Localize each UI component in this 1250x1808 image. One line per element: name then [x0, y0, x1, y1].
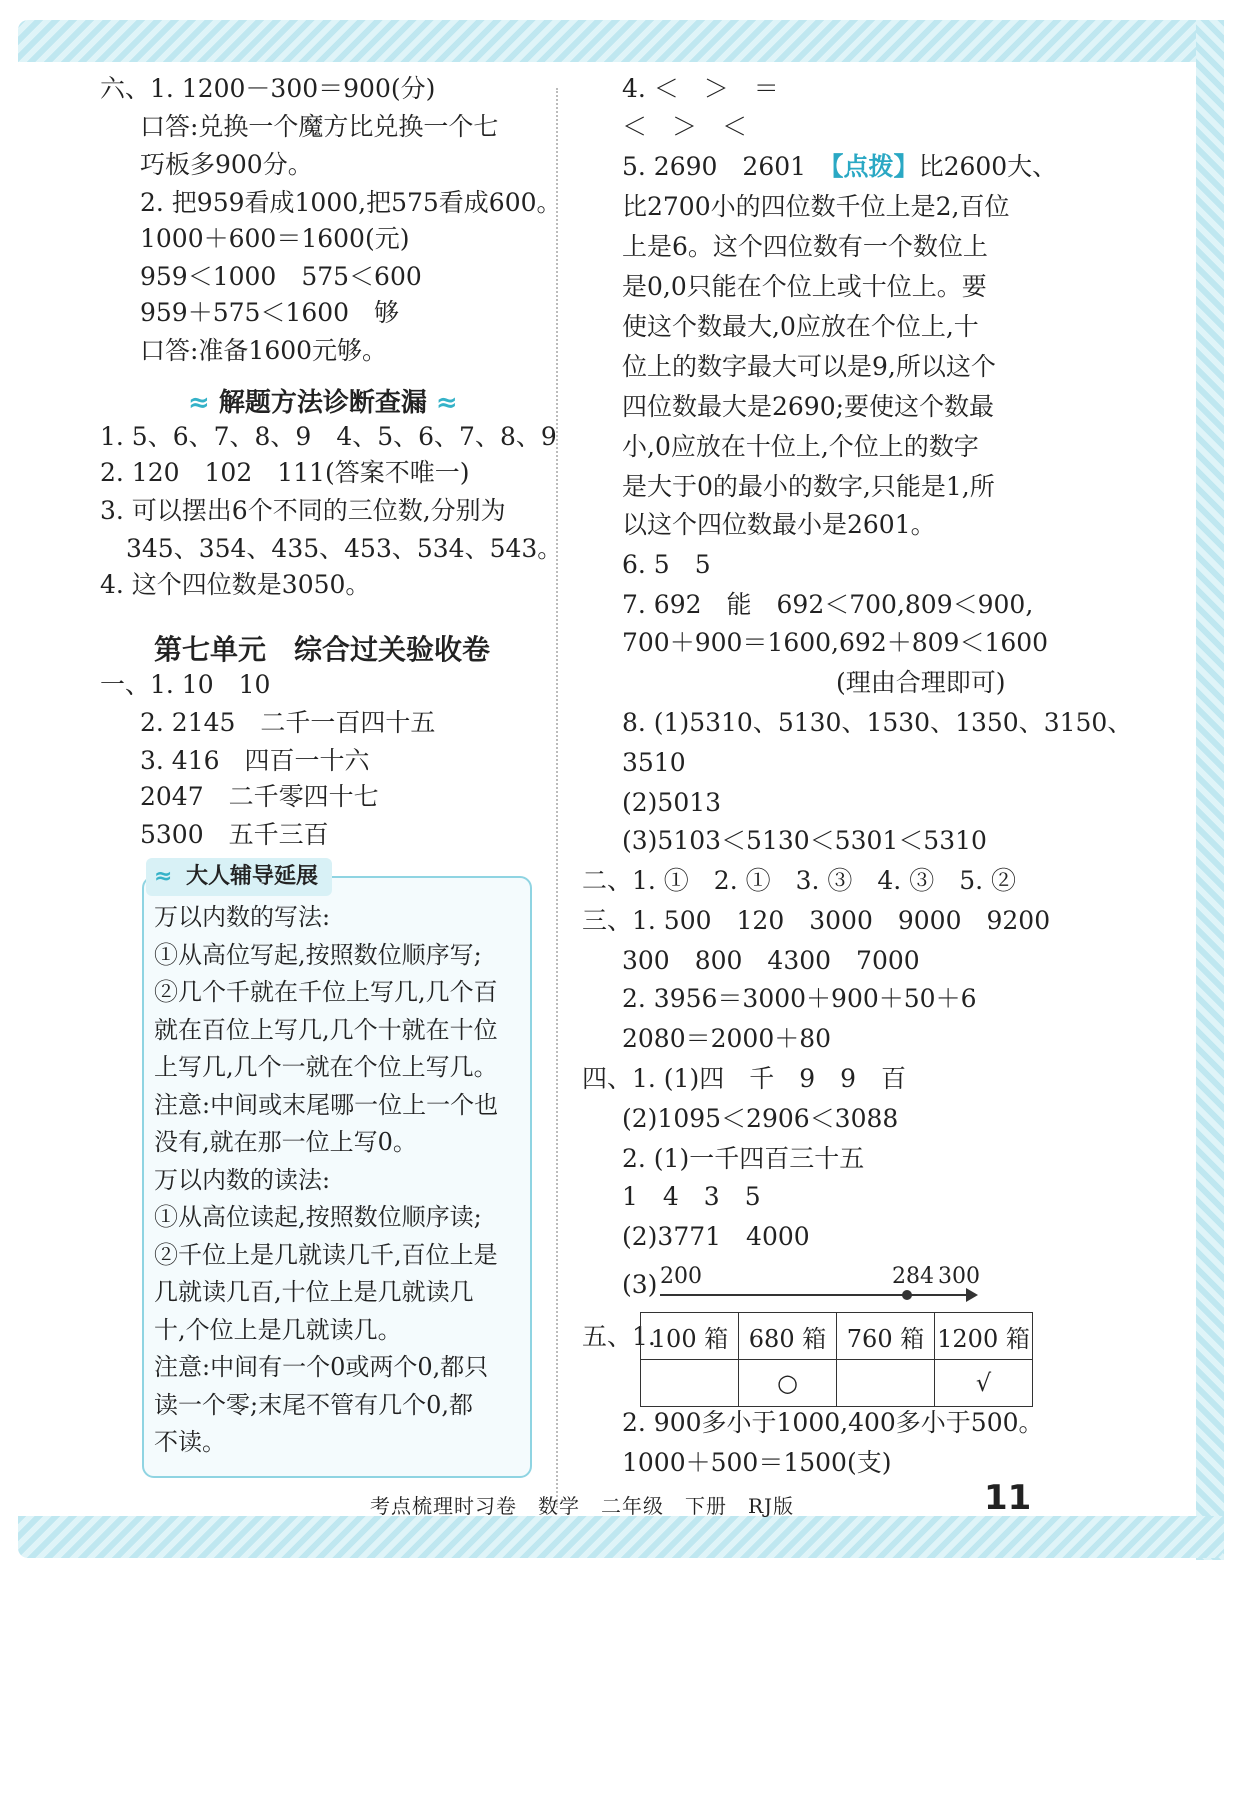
- tip-box-line: ①从高位读起,按照数位顺序读;: [154, 1203, 482, 1231]
- answer-line: 三、1. 500 120 3000 9000 9200: [582, 906, 1051, 935]
- answer-line: 以这个四位数最小是2601。: [622, 510, 936, 539]
- answer-line: 四、1. (1)四 千 9 9 百: [582, 1064, 907, 1093]
- answer-line: 1000＋600＝1600(元): [140, 224, 410, 253]
- column-divider: [556, 88, 558, 1508]
- tip-box-line: 万以内数的读法:: [154, 1165, 331, 1194]
- tip-box-line: 几就读几百,十位上是几就读几: [154, 1278, 474, 1306]
- tip-label: 【点拨】: [831, 152, 919, 181]
- answer-line: (2)1095＜2906＜3088: [622, 1104, 899, 1133]
- tip-box-tag: ≈ 大人辅导延展: [146, 858, 332, 896]
- answer-line: (理由合理即可): [836, 668, 1006, 697]
- answer-line: 一、1. 10 10: [100, 670, 271, 699]
- tip-box-line: 没有,就在那一位上写0。: [154, 1128, 417, 1156]
- answer-line: 300 800 4300 7000: [622, 946, 920, 975]
- answer-line: 上是6。这个四位数有一个数位上: [622, 232, 988, 261]
- answer-line: (3): [622, 1270, 658, 1299]
- tip-box-line: ②几个千就在千位上写几,几个百: [154, 978, 498, 1006]
- answer-line: 使这个数最大,0应放在个位上,十: [622, 312, 979, 341]
- number-line: [660, 1294, 970, 1296]
- answer-line: 是0,0只能在个位上或十位上。要: [622, 272, 987, 301]
- answer-line: 2. 把959看成1000,把575看成600。: [140, 188, 562, 217]
- bottom-border: [18, 1516, 1224, 1558]
- answer-line: 口答:准备1600元够。: [140, 336, 388, 365]
- right-border: [1196, 20, 1224, 1560]
- unit-title: 第七单元 综合过关验收卷: [154, 633, 491, 666]
- answer-line: (3)5103＜5130＜5301＜5310: [622, 826, 987, 855]
- answer-line: 8. (1)5310、5130、1530、1350、3150、: [622, 708, 1133, 737]
- tip-box-line: 注意:中间有一个0或两个0,都只: [154, 1353, 489, 1381]
- tip-box-line: ①从高位写起,按照数位顺序写;: [154, 940, 482, 969]
- answer-line: 四位数最大是2690;要使这个数最: [622, 392, 995, 421]
- table-cell: [837, 1360, 935, 1407]
- answer-line: 1 4 3 5: [622, 1182, 761, 1211]
- answer-line: 口答:兑换一个魔方比兑换一个七: [140, 112, 499, 141]
- answer-line: 2. 900多小于1000,400多小于500。: [622, 1408, 1044, 1437]
- answer-line: ＜ ＞ ＜: [622, 112, 748, 141]
- table-row: [641, 1313, 1033, 1360]
- answer-line: 二、1. ① 2. ① 3. ③ 4. ③ 5. ②: [582, 866, 1016, 895]
- footer: 考点梳理时习卷 数学 二年级 下册 RJ版: [370, 1494, 795, 1518]
- arrow-icon: [966, 1288, 978, 1302]
- table-cell: 1200 箱: [935, 1313, 1033, 1360]
- answer-line: 比2700小的四位数千位上是2,百位: [622, 192, 1010, 221]
- answer-line: 6. 5 5: [622, 550, 711, 579]
- answer-line: 2080＝2000＋80: [622, 1024, 832, 1053]
- answer-line: 4. 这个四位数是3050。: [100, 570, 371, 599]
- answer-line: 700＋900＝1600,692＋809＜1600: [622, 628, 1049, 657]
- answer-line: 5. 2690 2601 【点拨】比2600大、: [622, 152, 1058, 181]
- answer-line: 3510: [622, 748, 686, 777]
- answer-line: 2. 120 102 111(答案不唯一): [100, 458, 470, 487]
- table-row: [641, 1360, 1033, 1407]
- tip-box-line: 上写几,几个一就在个位上写几。: [154, 1053, 498, 1081]
- answer-line: 2. 3956＝3000＋900＋50＋6: [622, 984, 977, 1013]
- answer-line: 1000＋500＝1500(支): [622, 1448, 892, 1477]
- answer-line: 5300 五千三百: [140, 820, 329, 849]
- answer-line: (2)5013: [622, 788, 722, 817]
- answer-line: 巧板多900分。: [140, 150, 313, 179]
- answer-line: (2)3771 4000: [622, 1222, 810, 1251]
- tip-box-line: 十,个位上是几就读几。: [154, 1315, 402, 1344]
- answer-line: 7. 692 能 692＜700,809＜900,: [622, 590, 1034, 619]
- answer-line: 2. (1)一千四百三十五: [622, 1144, 865, 1173]
- answer-line: 959＜1000 575＜600: [140, 262, 422, 291]
- tip-box-line: 注意:中间或末尾哪一位上一个也: [154, 1090, 499, 1119]
- answer-line: 2. 2145 二千一百四十五: [140, 708, 436, 737]
- section-heading: ≈ 解题方法诊断查漏 ≈: [188, 388, 458, 418]
- answer-line: 3. 可以摆出6个不同的三位数,分别为: [100, 496, 506, 525]
- number-line-point: [902, 1290, 912, 1300]
- tip-box-line: ②千位上是几就读几千,百位上是: [154, 1240, 498, 1269]
- tip-box-line: 万以内数的写法:: [154, 903, 331, 931]
- table-cell: 680 箱: [739, 1313, 837, 1360]
- number-line-label: 300: [938, 1264, 980, 1289]
- answer-line: 3. 416 四百一十六: [140, 746, 370, 775]
- number-line-label: 284: [892, 1264, 934, 1289]
- table-cell: 760 箱: [837, 1313, 935, 1360]
- table-cell: √: [935, 1360, 1033, 1407]
- page-number: 11: [984, 1478, 1032, 1518]
- tip-box-line: 不读。: [154, 1428, 226, 1456]
- answer-line: 1. 5、6、7、8、9 4、5、6、7、8、9: [100, 422, 557, 451]
- answer-line: 345、354、435、453、534、543。: [126, 534, 563, 563]
- answer-line: 六、1. 1200－300＝900(分): [100, 74, 436, 103]
- answer-line: 4. ＜ ＞ ＝: [622, 74, 779, 103]
- answer-line: 位上的数字最大可以是9,所以这个: [622, 352, 996, 381]
- answer-line: 五、1.: [582, 1322, 656, 1351]
- table-cell: 100 箱: [641, 1313, 739, 1360]
- answer-line: 2047 二千零四十七: [140, 782, 379, 811]
- answer-table: [640, 1312, 1033, 1407]
- tip-box-line: 读一个零;末尾不管有几个0,都: [154, 1390, 473, 1419]
- tip-box-line: 就在百位上写几,几个十就在十位: [154, 1015, 498, 1044]
- table-cell: [641, 1360, 739, 1407]
- answer-line: 小,0应放在十位上,个位上的数字: [622, 432, 979, 461]
- top-border: [18, 20, 1224, 62]
- number-line-label: 200: [660, 1264, 702, 1289]
- answer-line: 959＋575＜1600 够: [140, 298, 400, 327]
- answer-line: 是大于0的最小的数字,只能是1,所: [622, 472, 995, 501]
- table-cell: ○: [739, 1360, 837, 1407]
